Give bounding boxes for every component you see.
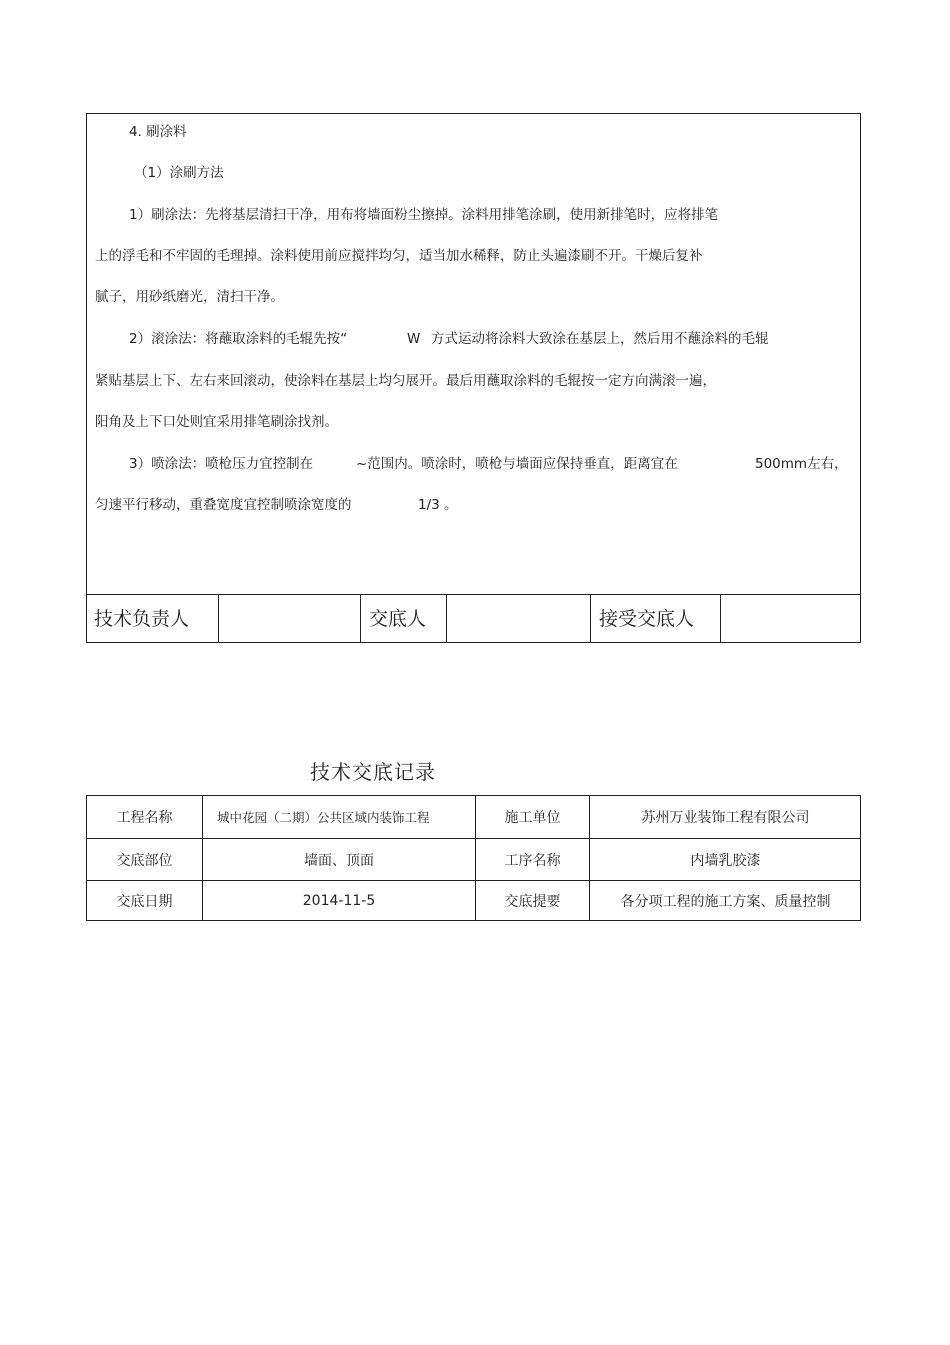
- date-value: 2014-11-5: [202, 881, 475, 921]
- contractor-label: 施工单位: [475, 796, 589, 838]
- summary-label: 交底提要: [475, 881, 589, 921]
- tech-lead-signature-field[interactable]: [218, 595, 360, 643]
- table-row: [87, 838, 860, 880]
- paragraph-fragment: 1/3 。: [418, 497, 458, 513]
- paragraph-line: 1）刷涂法：先将基层清扫干净，用布将墙面粉尘擦掉。涂料用排笔涂刷，使用新排笔时，应将排笔: [129, 207, 719, 223]
- content-text-area: [87, 114, 860, 594]
- presenter-signature-field[interactable]: [446, 595, 590, 643]
- paragraph-fragment: 500mm左右，: [755, 456, 848, 472]
- record-title: 技术交底记录: [310, 760, 436, 784]
- paragraph-line: 2）滚涂法：将蘸取涂料的毛辊先按“: [129, 331, 348, 347]
- contractor-value: 苏州万业装饰工程有限公司: [589, 796, 861, 838]
- project-name-value: 城中花园（二期）公共区域内装饰工程: [202, 796, 475, 838]
- section-heading: 4. 刷涂料: [129, 124, 187, 140]
- record-table: [86, 795, 861, 921]
- paragraph-line: 紧贴基层上下、左右来回滚动，使涂料在基层上均匀展开。最后用蘸取涂料的毛辊按一定方向满滚一遍，: [95, 373, 716, 389]
- table-row: [87, 796, 860, 838]
- table-row: [87, 880, 860, 921]
- receiver-signature-field[interactable]: [720, 595, 861, 643]
- tech-lead-label: 技术负责人: [94, 608, 190, 630]
- date-label: 交底日期: [116, 894, 173, 910]
- paragraph-line: 阳角及上下口处则宜采用排笔刷涂找剂。: [95, 414, 338, 430]
- location-value: 墙面、顶面: [202, 839, 475, 880]
- paragraph-fragment: ~范围内。喷涂时，喷枪与墙面应保持垂直，距离宜在: [356, 456, 678, 472]
- summary-value: 各分项工程的施工方案、质量控制: [589, 881, 861, 921]
- paragraph-line: 方式运动将涂料大致涂在基层上，然后用不蘸涂料的毛辊: [431, 331, 769, 347]
- location-label: 交底部位: [116, 852, 173, 869]
- signature-row: [87, 594, 860, 643]
- paragraph-line: 3）喷涂法：喷枪压力宜控制在: [129, 456, 314, 472]
- paragraph-fragment: W: [407, 331, 421, 347]
- paragraph-line: 上的浮毛和不牢固的毛理掉。涂料使用前应搅拌均匀，适当加水稀释，防止头遍漆刷不开。干燥后复补: [95, 248, 703, 264]
- paragraph-line: 腻子，用砂纸磨光，清扫干净。: [95, 289, 284, 305]
- process-name-value: 内墙乳胶漆: [589, 839, 861, 880]
- paragraph-line: 匀速平行移动，重叠宽度宜控制喷涂宽度的: [95, 497, 352, 513]
- presenter-label: 交底人: [360, 595, 446, 643]
- process-name-label: 工序名称: [475, 839, 589, 880]
- construction-content-box: [86, 113, 861, 643]
- receiver-label: 接受交底人: [590, 595, 720, 643]
- project-name-label: 工程名称: [116, 810, 173, 826]
- subsection-heading: （1）涂刷方法: [134, 165, 224, 181]
